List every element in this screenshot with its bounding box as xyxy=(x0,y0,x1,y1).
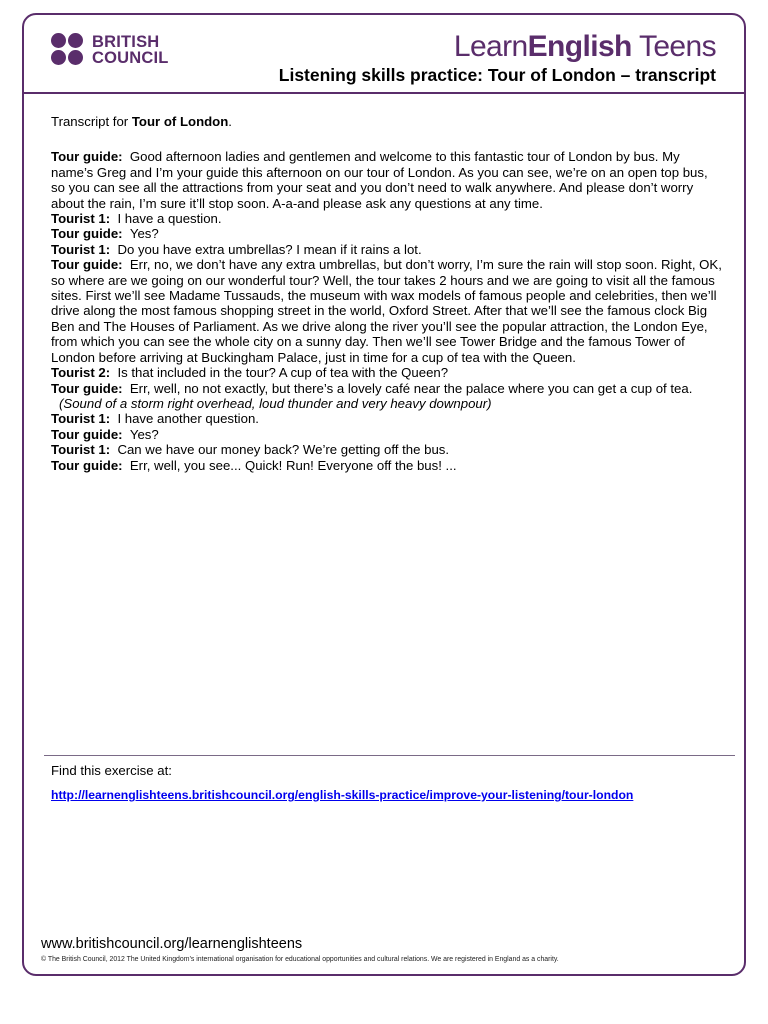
british-council-logo xyxy=(51,33,181,69)
intro-suffix: . xyxy=(228,114,232,129)
speaker-label: Tourist 1: xyxy=(51,241,111,257)
find-exercise-label: Find this exercise at: xyxy=(51,763,172,778)
exercise-link[interactable]: http://learnenglishteens.britishcouncil.org/english-skills-practice/improve-your-listening/tour-london xyxy=(51,788,634,802)
speaker-label: Tour guide: xyxy=(51,426,123,442)
transcript-line xyxy=(51,458,723,473)
spoken-text: Err, no, we don’t have any extra umbrellas, but don’t worry, I’m sure the rain will stop soon. Right, OK, so where are we going on our wonderful tour? Well, the tour takes 2 hours and we are going to visit all the famous sites. First we’ll see Madame Tussauds, the museum with wax models of famous people and celebrities, then we’ll drive along the most famous shopping street in the world, Oxford Street. After that we’ll see the famous clock Big Ben and The Houses of Parliament. As we drive along the river you’ll see the popular attraction, the London Eye, from which you can see the whole city on a sunny day. Then we’ll see Tower Bridge and the famous Tower of London before arriving at Buckingham Palace, just in time for a cup of tea with the Queen. xyxy=(51,257,722,365)
section-divider xyxy=(44,755,735,756)
transcript-line xyxy=(51,211,723,226)
speaker-label: Tour guide: xyxy=(51,457,123,473)
transcript-line xyxy=(51,442,723,457)
transcript-line xyxy=(51,257,723,365)
transcript-body xyxy=(51,114,723,473)
logo-line-1: BRITISH xyxy=(92,33,160,51)
british-council-wordmark xyxy=(92,34,169,66)
header-divider xyxy=(22,92,746,94)
stage-direction: (Sound of a storm right overhead, loud thunder and very heavy downpour) xyxy=(59,395,492,411)
transcript-line xyxy=(51,226,723,241)
learnenglish-teens-wordmark xyxy=(454,30,716,64)
spoken-text: Err, well, no not exactly, but there’s a lovely café near the palace where you can get a cup of tea. xyxy=(129,380,693,396)
speaker-label: Tour guide: xyxy=(51,257,123,273)
footer-copyright: © The British Council, 2012 The United Kingdom’s international organisation for educational opportunities and cultural relations. We are registered in England as a charity. xyxy=(41,956,559,963)
speaker-label: Tourist 1: xyxy=(51,442,111,458)
brand-english: English xyxy=(527,30,632,63)
spoken-text: Yes? xyxy=(129,426,159,442)
spoken-text: Yes? xyxy=(129,226,159,242)
logo-line-2: COUNCIL xyxy=(92,49,169,67)
brand-teens: Teens xyxy=(631,30,716,63)
footer-url: www.britishcouncil.org/learnenglishteens xyxy=(41,936,303,952)
transcript-line xyxy=(51,411,723,426)
intro-name: Tour of London xyxy=(131,114,229,129)
transcript-line xyxy=(51,365,723,380)
speaker-label: Tourist 2: xyxy=(51,365,111,381)
spoken-text: I have another question. xyxy=(117,411,259,427)
intro-line xyxy=(51,114,723,129)
transcript-line xyxy=(51,149,723,211)
transcript-line xyxy=(51,427,723,442)
brand-learn: Learn xyxy=(453,30,528,63)
speaker-label: Tour guide: xyxy=(51,380,123,396)
speaker-label: Tourist 1: xyxy=(51,211,111,227)
spoken-text: Is that included in the tour? A cup of tea with the Queen? xyxy=(117,365,449,381)
transcript-line xyxy=(51,381,723,396)
spoken-text: Good afternoon ladies and gentlemen and welcome to this fantastic tour of London by bus. My name’s Greg and I’m your guide this afternoon on our tour of London. As you can see, we’re on an open top bus, so you can see all the attractions from your seat and you don’t need to walk anywhere. And please don’t worry about the rain, I’m sure it’ll stop soon. A-a-and please ask any questions at any time. xyxy=(51,149,708,211)
transcript-lines xyxy=(51,149,723,473)
spoken-text: Err, well, you see... Quick! Run! Everyone off the bus! ... xyxy=(129,457,457,473)
intro-prefix: Transcript for xyxy=(51,114,132,129)
transcript-line xyxy=(51,242,723,257)
spoken-text: Do you have extra umbrellas? I mean if it rains a lot. xyxy=(117,241,422,257)
speaker-label: Tour guide: xyxy=(51,226,123,242)
spoken-text: I have a question. xyxy=(117,211,222,227)
british-council-dots-icon xyxy=(51,33,85,67)
speaker-label: Tourist 1: xyxy=(51,411,111,427)
page-title: Listening skills practice: Tour of London – transcript xyxy=(278,65,716,85)
speaker-label: Tour guide: xyxy=(51,149,123,165)
spoken-text: Can we have our money back? We’re getting off the bus. xyxy=(117,442,450,458)
